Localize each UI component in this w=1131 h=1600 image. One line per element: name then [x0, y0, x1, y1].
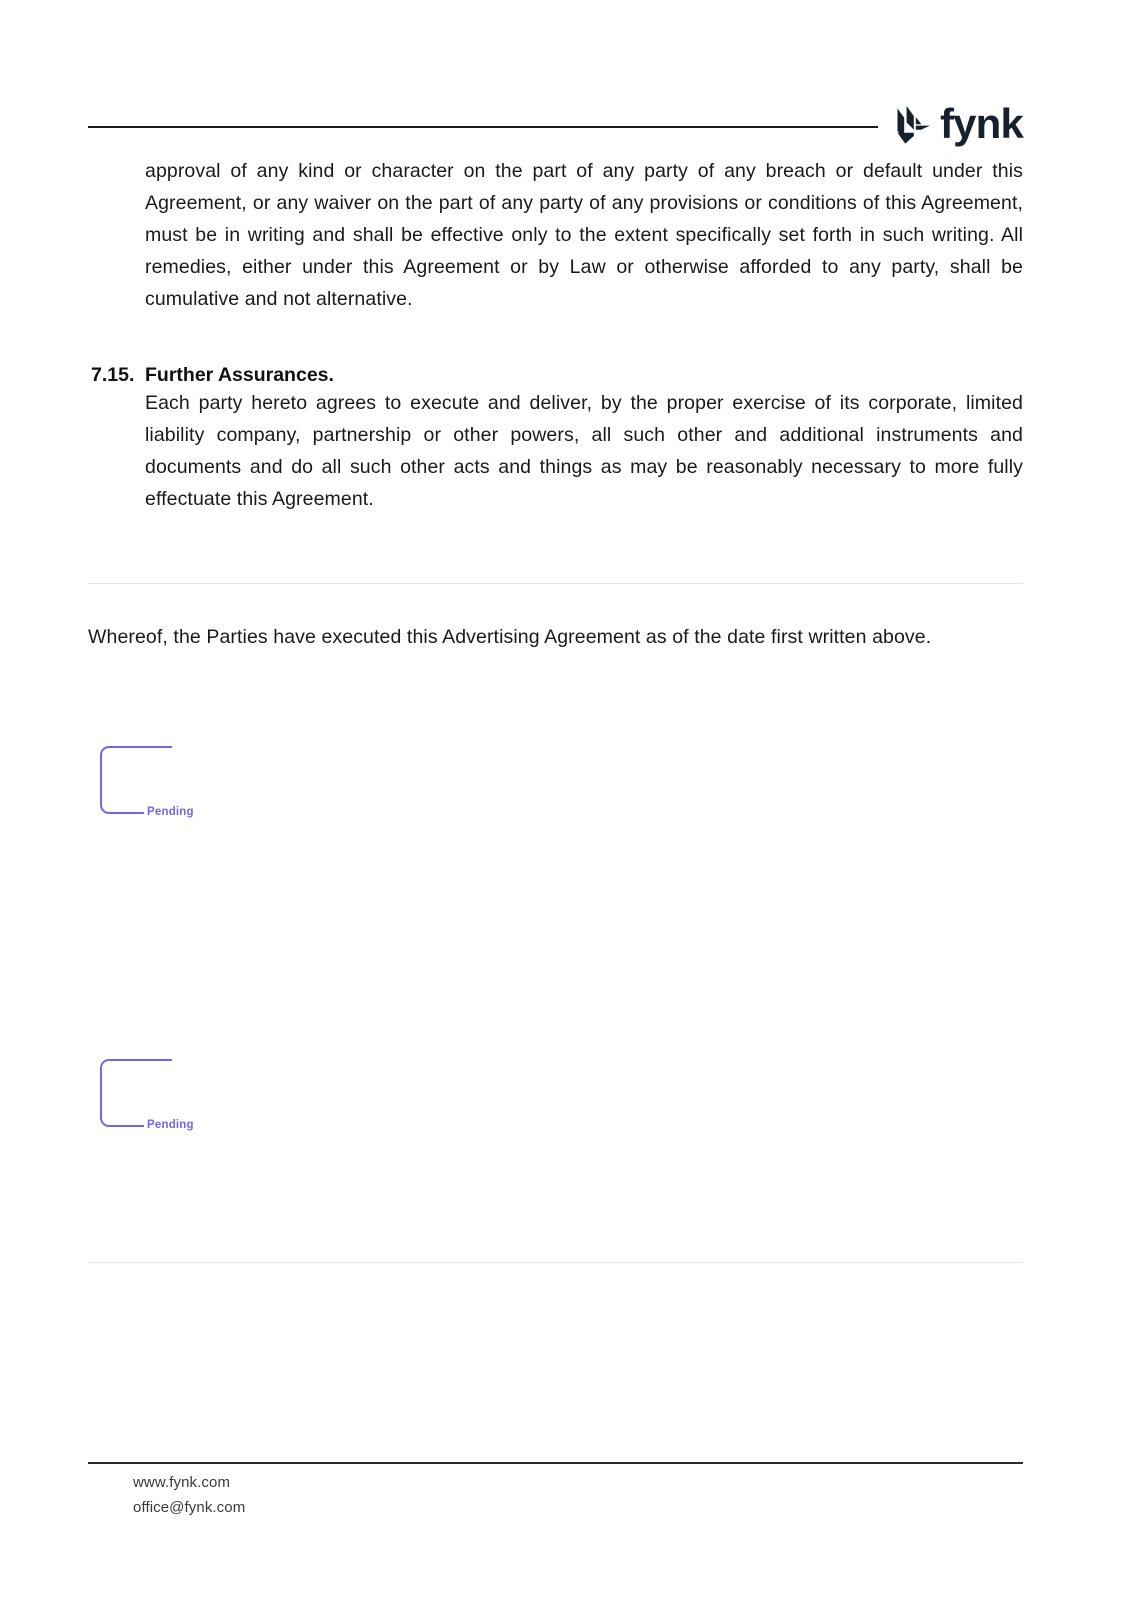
- clause-title: Further Assurances.: [145, 364, 334, 386]
- page-header: [88, 96, 1023, 156]
- status-badge: Pending: [144, 804, 197, 820]
- fynk-bird-logo-icon: [885, 105, 931, 145]
- continued-clause-paragraph: approval of any kind or character on the part of any party of any breach or default under this Agreement, or any waiver on the part of any party of any provisions or conditions of this Agreement, must be in writing and shall be effective only to the extent specifically set forth in such writing. All remedies, either under this Agreement or by Law or otherwise afforded to any party, shall be cumulative and not alternative.: [145, 160, 1023, 310]
- execution-statement: Whereof, the Parties have executed this Advertising Agreement as of the date first written above.: [88, 626, 932, 648]
- clause-heading: [88, 364, 1023, 387]
- header-rule: [88, 126, 878, 128]
- page-footer: [133, 1470, 633, 1520]
- fynk-wordmark: fynk: [940, 99, 1023, 147]
- clause-number: 7.15.: [91, 364, 135, 386]
- clause-body-paragraph: Each party hereto agrees to execute and deliver, by the proper exercise of its corporate, limited liability company, partnership or other powers, all such other and additional instruments and documents and do all such other acts and things as may be reasonably necessary to more fully effectuate this Agreement.: [145, 392, 1023, 510]
- status-badge: Pending: [144, 1117, 197, 1133]
- footer-email[interactable]: office@fynk.com: [133, 1499, 246, 1516]
- section-divider-bottom: [88, 1262, 1023, 1263]
- signature-block[interactable]: [100, 1059, 430, 1149]
- fynk-logo: [885, 96, 1023, 154]
- document-body: [88, 155, 1023, 515]
- footer-website[interactable]: www.fynk.com: [133, 1474, 231, 1491]
- signature-block[interactable]: [100, 746, 430, 836]
- footer-rule: [88, 1462, 1023, 1464]
- section-divider-top: [88, 583, 1023, 584]
